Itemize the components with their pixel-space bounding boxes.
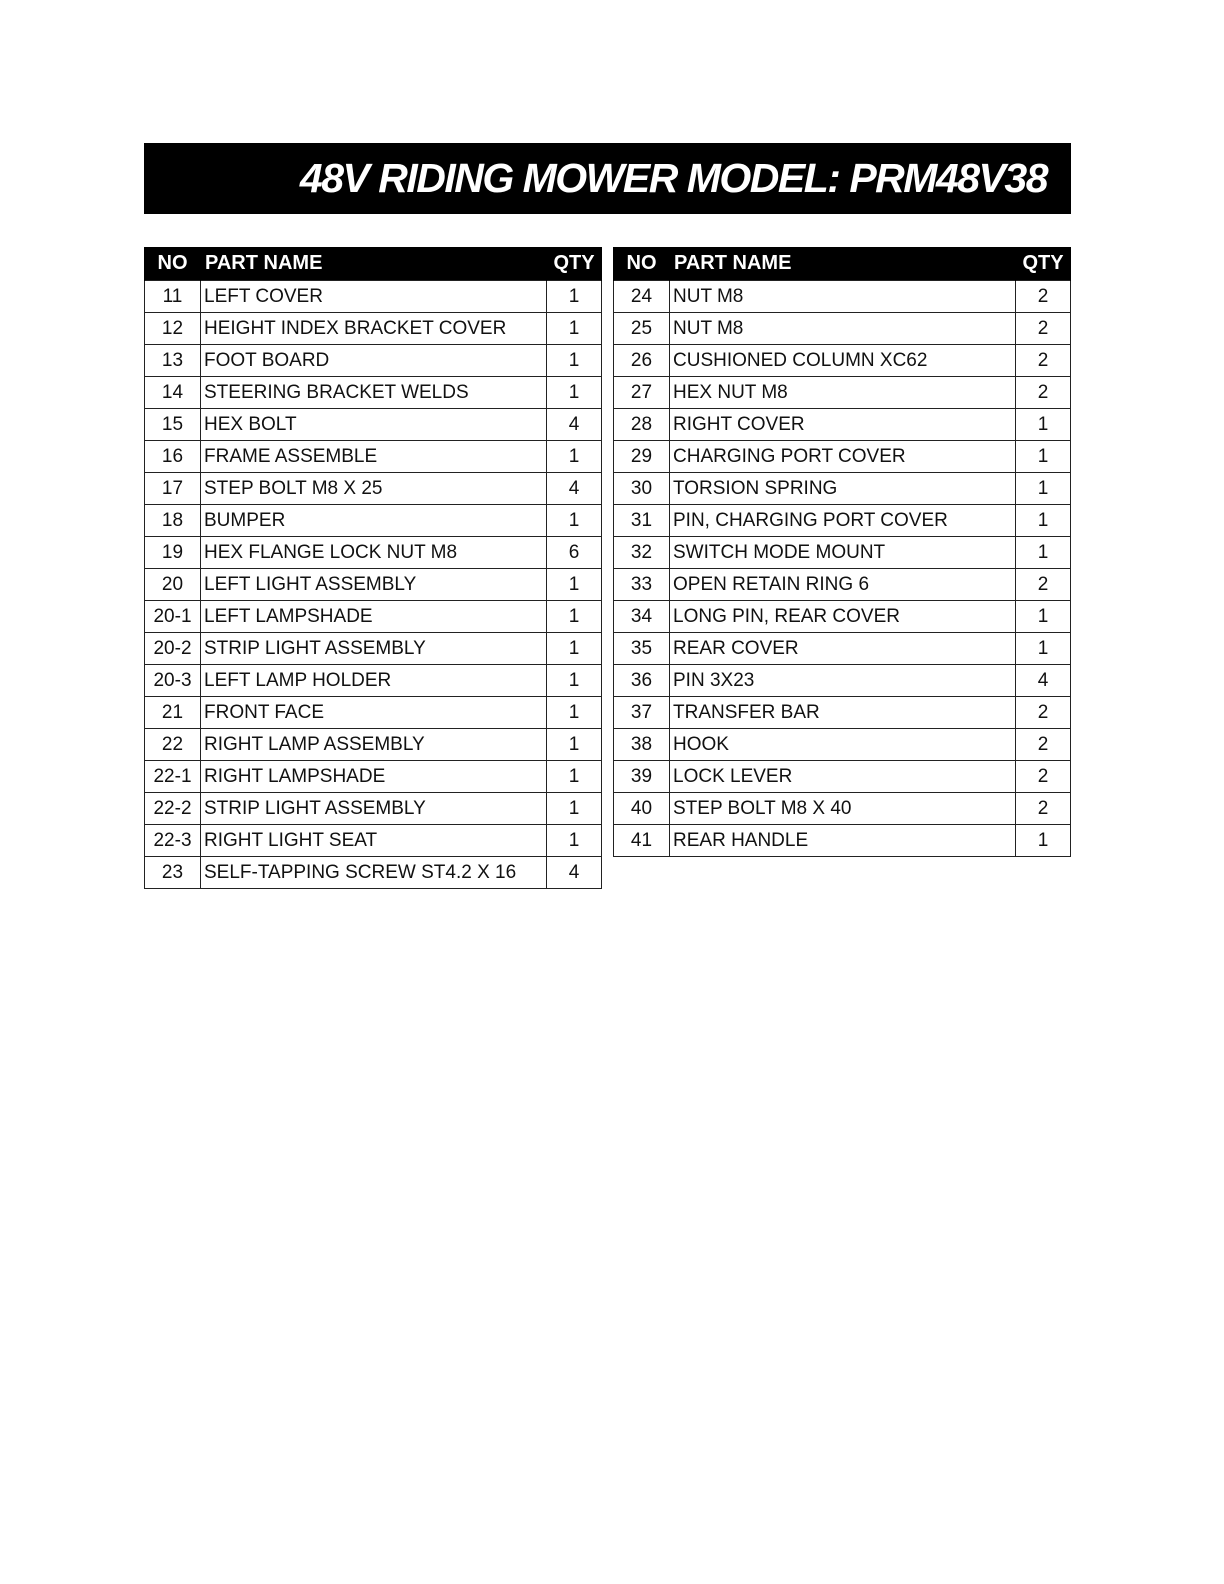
part-qty-cell: 1	[547, 313, 602, 345]
table-row	[614, 601, 1071, 633]
table-row	[614, 825, 1071, 857]
part-qty-cell: 1	[1016, 473, 1071, 505]
table-row	[145, 633, 602, 665]
part-number-cell: 21	[145, 697, 201, 729]
part-name-cell: STRIP LIGHT ASSEMBLY	[201, 793, 547, 825]
part-number-cell: 12	[145, 313, 201, 345]
part-name-cell: STEP BOLT M8 X 25	[201, 473, 547, 505]
part-name-cell: STEP BOLT M8 X 40	[670, 793, 1016, 825]
header-part-name: PART NAME	[670, 247, 1016, 281]
part-qty-cell: 1	[547, 665, 602, 697]
part-name-cell: LEFT LAMP HOLDER	[201, 665, 547, 697]
part-qty-cell: 2	[1016, 345, 1071, 377]
part-number-cell: 26	[614, 345, 670, 377]
part-qty-cell: 1	[1016, 537, 1071, 569]
part-qty-cell: 1	[547, 697, 602, 729]
part-qty-cell: 1	[547, 569, 602, 601]
part-number-cell: 13	[145, 345, 201, 377]
parts-table-right-body	[614, 281, 1071, 857]
part-number-cell: 17	[145, 473, 201, 505]
part-qty-cell: 1	[1016, 409, 1071, 441]
table-row	[614, 313, 1071, 345]
title-banner	[144, 143, 1071, 214]
table-row	[145, 537, 602, 569]
table-row	[145, 281, 602, 313]
part-number-cell: 35	[614, 633, 670, 665]
part-qty-cell: 1	[1016, 601, 1071, 633]
part-name-cell: PIN, CHARGING PORT COVER	[670, 505, 1016, 537]
part-name-cell: LEFT COVER	[201, 281, 547, 313]
part-qty-cell: 2	[1016, 729, 1071, 761]
part-qty-cell: 1	[547, 793, 602, 825]
table-row	[145, 825, 602, 857]
part-number-cell: 27	[614, 377, 670, 409]
table-row	[145, 505, 602, 537]
part-name-cell: FOOT BOARD	[201, 345, 547, 377]
part-name-cell: OPEN RETAIN RING 6	[670, 569, 1016, 601]
header-qty: QTY	[1016, 247, 1071, 281]
part-name-cell: NUT M8	[670, 281, 1016, 313]
page-title: 48V RIDING MOWER MODEL: PRM48V38	[299, 155, 1047, 201]
part-name-cell: FRAME ASSEMBLE	[201, 441, 547, 473]
part-name-cell: REAR COVER	[670, 633, 1016, 665]
table-row	[614, 537, 1071, 569]
part-qty-cell: 1	[547, 505, 602, 537]
header-no: NO	[614, 247, 670, 281]
part-qty-cell: 1	[547, 601, 602, 633]
part-name-cell: HEX FLANGE LOCK NUT M8	[201, 537, 547, 569]
part-qty-cell: 2	[1016, 697, 1071, 729]
part-qty-cell: 2	[1016, 377, 1071, 409]
part-number-cell: 40	[614, 793, 670, 825]
part-name-cell: LEFT LAMPSHADE	[201, 601, 547, 633]
part-number-cell: 34	[614, 601, 670, 633]
part-qty-cell: 1	[1016, 505, 1071, 537]
part-name-cell: LEFT LIGHT ASSEMBLY	[201, 569, 547, 601]
part-qty-cell: 2	[1016, 281, 1071, 313]
part-number-cell: 22-2	[145, 793, 201, 825]
table-row	[145, 697, 602, 729]
table-row	[145, 473, 602, 505]
part-qty-cell: 1	[1016, 825, 1071, 857]
part-qty-cell: 1	[547, 441, 602, 473]
table-row	[145, 313, 602, 345]
table-row	[145, 761, 602, 793]
part-qty-cell: 6	[547, 537, 602, 569]
part-qty-cell: 2	[1016, 313, 1071, 345]
part-qty-cell: 1	[547, 281, 602, 313]
parts-table-left-body	[145, 281, 602, 889]
part-number-cell: 11	[145, 281, 201, 313]
parts-table-left	[144, 247, 602, 889]
part-name-cell: STEERING BRACKET WELDS	[201, 377, 547, 409]
part-name-cell: HOOK	[670, 729, 1016, 761]
part-number-cell: 16	[145, 441, 201, 473]
part-name-cell: HEIGHT INDEX BRACKET COVER	[201, 313, 547, 345]
part-name-cell: REAR HANDLE	[670, 825, 1016, 857]
part-name-cell: CUSHIONED COLUMN XC62	[670, 345, 1016, 377]
part-number-cell: 15	[145, 409, 201, 441]
part-number-cell: 20	[145, 569, 201, 601]
part-number-cell: 22	[145, 729, 201, 761]
part-number-cell: 30	[614, 473, 670, 505]
part-name-cell: SELF-TAPPING SCREW ST4.2 X 16	[201, 857, 547, 889]
part-number-cell: 14	[145, 377, 201, 409]
table-row	[614, 697, 1071, 729]
part-qty-cell: 4	[547, 857, 602, 889]
part-number-cell: 19	[145, 537, 201, 569]
part-number-cell: 23	[145, 857, 201, 889]
table-row	[614, 377, 1071, 409]
part-name-cell: HEX BOLT	[201, 409, 547, 441]
part-qty-cell: 2	[1016, 793, 1071, 825]
part-name-cell: RIGHT COVER	[670, 409, 1016, 441]
table-row	[145, 569, 602, 601]
table-row	[614, 793, 1071, 825]
part-name-cell: LOCK LEVER	[670, 761, 1016, 793]
part-qty-cell: 1	[547, 633, 602, 665]
table-row	[614, 761, 1071, 793]
part-name-cell: TRANSFER BAR	[670, 697, 1016, 729]
table-row	[614, 665, 1071, 697]
part-qty-cell: 1	[547, 345, 602, 377]
table-row	[614, 569, 1071, 601]
header-no: NO	[145, 247, 201, 281]
part-number-cell: 22-1	[145, 761, 201, 793]
part-number-cell: 20-2	[145, 633, 201, 665]
part-number-cell: 31	[614, 505, 670, 537]
part-number-cell: 20-3	[145, 665, 201, 697]
part-name-cell: HEX NUT M8	[670, 377, 1016, 409]
part-name-cell: RIGHT LIGHT SEAT	[201, 825, 547, 857]
part-name-cell: TORSION SPRING	[670, 473, 1016, 505]
table-row	[145, 441, 602, 473]
table-row	[614, 633, 1071, 665]
table-row	[614, 473, 1071, 505]
part-number-cell: 32	[614, 537, 670, 569]
part-number-cell: 36	[614, 665, 670, 697]
part-name-cell: BUMPER	[201, 505, 547, 537]
part-qty-cell: 1	[547, 761, 602, 793]
part-qty-cell: 4	[547, 473, 602, 505]
part-qty-cell: 1	[547, 377, 602, 409]
part-qty-cell: 4	[1016, 665, 1071, 697]
part-name-cell: FRONT FACE	[201, 697, 547, 729]
table-row	[145, 793, 602, 825]
table-row	[614, 281, 1071, 313]
part-qty-cell: 1	[547, 729, 602, 761]
table-row	[145, 729, 602, 761]
part-name-cell: STRIP LIGHT ASSEMBLY	[201, 633, 547, 665]
part-number-cell: 41	[614, 825, 670, 857]
table-row	[145, 409, 602, 441]
part-qty-cell: 2	[1016, 569, 1071, 601]
part-name-cell: CHARGING PORT COVER	[670, 441, 1016, 473]
part-number-cell: 20-1	[145, 601, 201, 633]
part-number-cell: 24	[614, 281, 670, 313]
part-number-cell: 33	[614, 569, 670, 601]
table-row	[145, 857, 602, 889]
part-qty-cell: 2	[1016, 761, 1071, 793]
part-qty-cell: 1	[547, 825, 602, 857]
table-row	[614, 505, 1071, 537]
part-name-cell: SWITCH MODE MOUNT	[670, 537, 1016, 569]
part-number-cell: 29	[614, 441, 670, 473]
parts-table-right	[613, 247, 1071, 857]
table-row	[614, 345, 1071, 377]
table-row	[614, 409, 1071, 441]
table-row	[145, 377, 602, 409]
table-header-row	[145, 247, 602, 281]
part-qty-cell: 1	[1016, 633, 1071, 665]
table-row	[614, 729, 1071, 761]
part-name-cell: PIN 3X23	[670, 665, 1016, 697]
part-number-cell: 28	[614, 409, 670, 441]
part-qty-cell: 1	[1016, 441, 1071, 473]
part-name-cell: LONG PIN, REAR COVER	[670, 601, 1016, 633]
part-name-cell: RIGHT LAMPSHADE	[201, 761, 547, 793]
table-header-row	[614, 247, 1071, 281]
table-row	[145, 665, 602, 697]
part-name-cell: RIGHT LAMP ASSEMBLY	[201, 729, 547, 761]
header-qty: QTY	[547, 247, 602, 281]
part-name-cell: NUT M8	[670, 313, 1016, 345]
part-number-cell: 25	[614, 313, 670, 345]
table-row	[145, 345, 602, 377]
part-qty-cell: 4	[547, 409, 602, 441]
part-number-cell: 22-3	[145, 825, 201, 857]
table-row	[145, 601, 602, 633]
header-part-name: PART NAME	[201, 247, 547, 281]
part-number-cell: 37	[614, 697, 670, 729]
part-number-cell: 38	[614, 729, 670, 761]
part-number-cell: 39	[614, 761, 670, 793]
table-row	[614, 441, 1071, 473]
part-number-cell: 18	[145, 505, 201, 537]
